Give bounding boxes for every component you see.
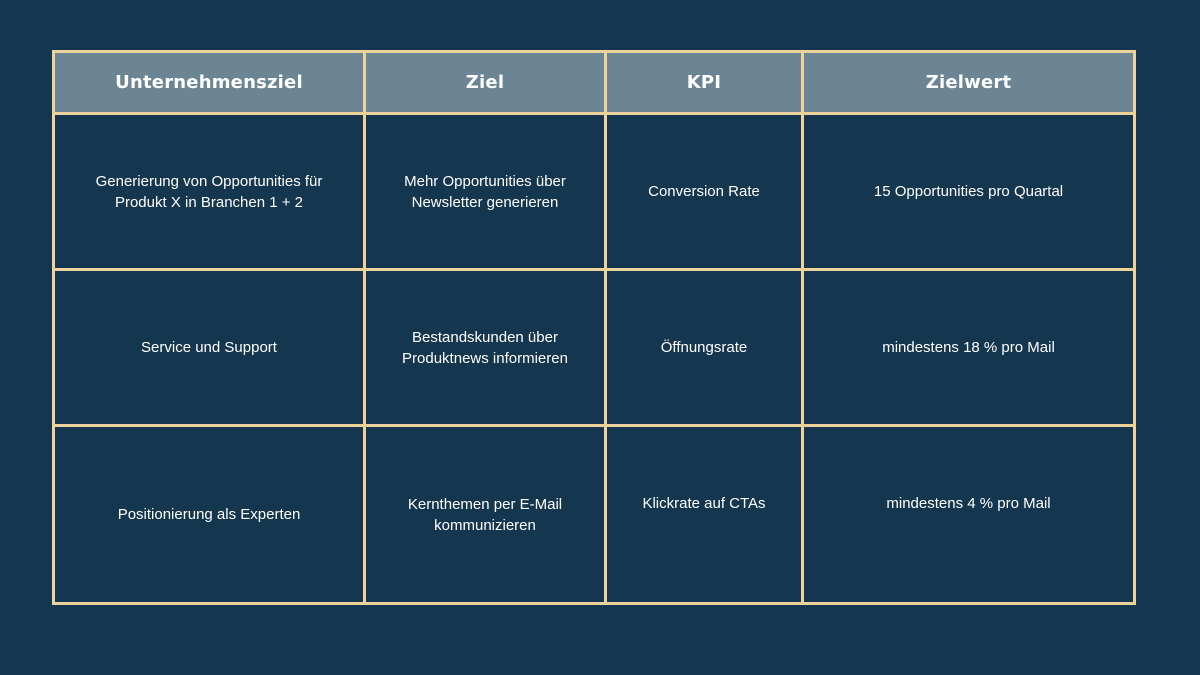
cell-text: Mehr Opportunities über Newsletter generieren	[404, 172, 566, 211]
table-row	[54, 426, 1135, 604]
cell-text: Kernthemen per E-Mail kommunizieren	[407, 495, 563, 534]
cell-zielwert	[803, 114, 1135, 270]
cell-kpi	[606, 426, 803, 604]
cell-kpi	[606, 114, 803, 270]
cell-text: Service und Support	[141, 339, 277, 356]
header-zielwert: Zielwert	[803, 52, 1135, 114]
header-row	[54, 52, 1135, 114]
cell-text: Generierung von Opportunities für Produkt X in Branchen 1 + 2	[95, 172, 323, 211]
cell-unternehmensziel	[54, 270, 365, 426]
cell-ziel	[365, 270, 606, 426]
cell-zielwert	[803, 270, 1135, 426]
table-body	[54, 114, 1135, 604]
header-unternehmensziel: Unternehmensziel	[54, 52, 365, 114]
cell-text: 15 Opportunities pro Quartal	[873, 183, 1064, 200]
cell-ziel	[365, 114, 606, 270]
table-header	[54, 52, 1135, 114]
header-ziel: Ziel	[365, 52, 606, 114]
cell-unternehmensziel	[54, 114, 365, 270]
cell-zielwert	[803, 426, 1135, 604]
cell-ziel	[365, 426, 606, 604]
cell-text: mindestens 4 % pro Mail	[886, 495, 1051, 512]
cell-text: Conversion Rate	[648, 183, 760, 200]
cell-kpi	[606, 270, 803, 426]
cell-text: Klickrate auf CTAs	[642, 495, 766, 512]
header-kpi: KPI	[606, 52, 803, 114]
table-row	[54, 270, 1135, 426]
cell-text: Positionierung als Experten	[117, 506, 301, 523]
table-row	[54, 114, 1135, 270]
kpi-table	[52, 50, 1136, 605]
cell-unternehmensziel	[54, 426, 365, 604]
cell-text: Öffnungsrate	[660, 339, 748, 356]
cell-text: Bestandskunden über Produktnews informieren	[402, 328, 568, 367]
cell-text: mindestens 18 % pro Mail	[882, 339, 1055, 356]
